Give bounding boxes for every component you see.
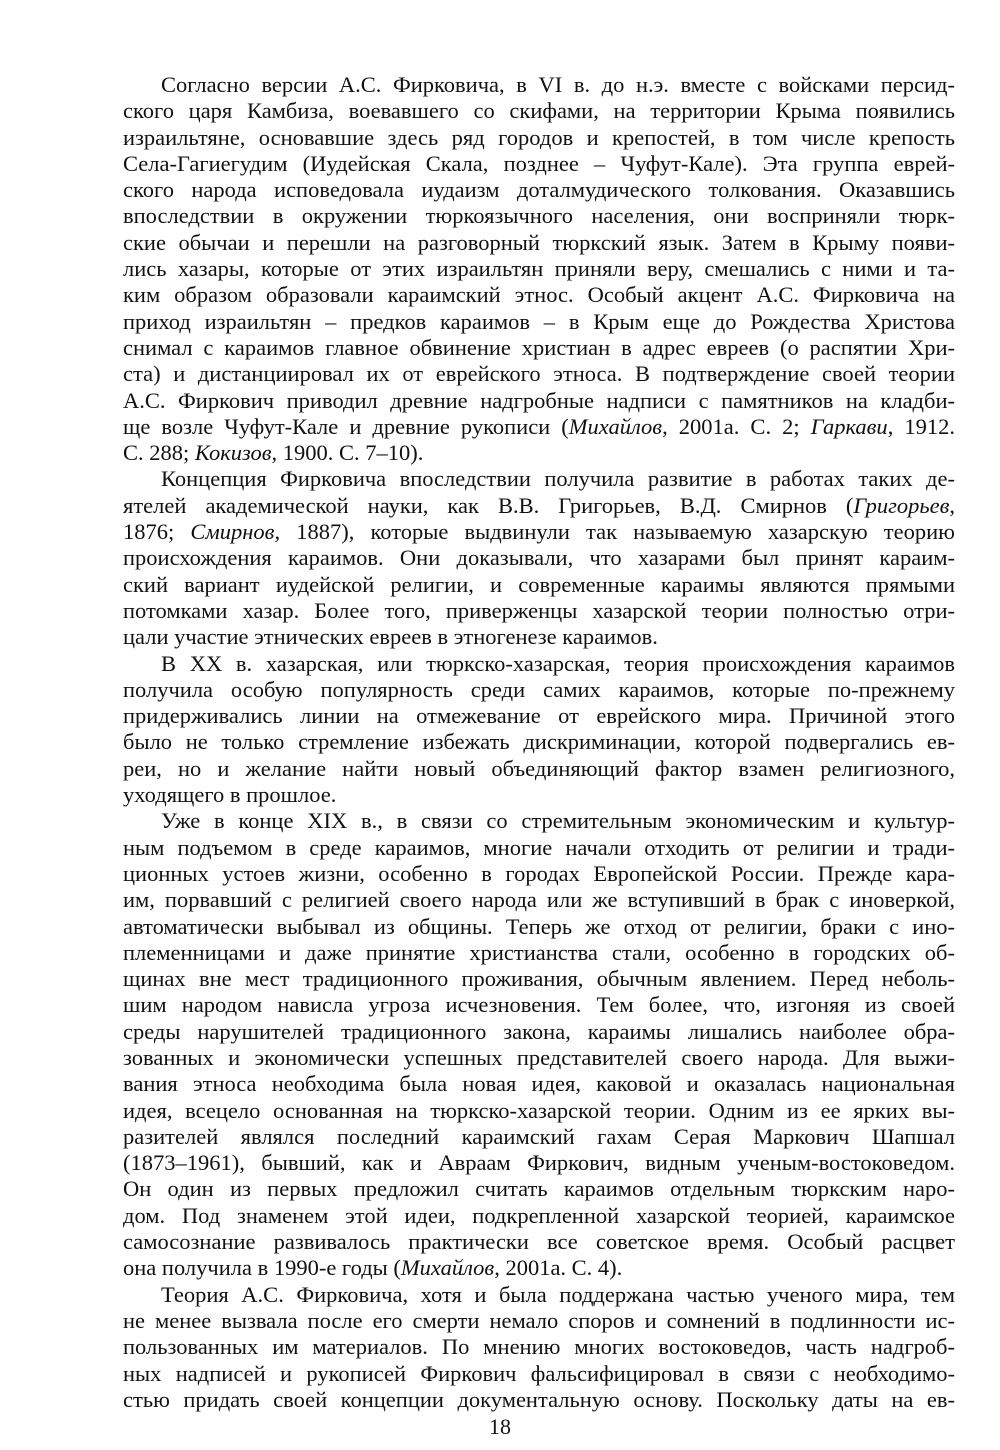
citation-author: Григорьев	[853, 492, 950, 518]
text-line: самосознание развивалось практически все советское время. Особый расцвет	[123, 1229, 955, 1255]
paragraph	[123, 808, 955, 1281]
citation-author: Михайлов	[568, 413, 663, 439]
text-line: получила особую популярность среди самих караимов, которые по-прежнему	[123, 676, 955, 702]
text-line: впоследствии в окружении тюркоязычного населения, они восприняли тюрк-	[123, 203, 955, 229]
text-line: племенницами и даже принятие христианства стали, особенно в городских об-	[123, 939, 955, 965]
text-line: щинах вне мест традиционного проживания, обычным явлением. Перед неболь-	[123, 966, 955, 992]
text-line: А.С. Фиркович приводил древние надгробные надписи с памятников на кладби-	[123, 387, 955, 413]
text-line: ские обычаи и перешли на разговорный тюркский язык. Затем в Крыму появи-	[123, 229, 955, 255]
text-line: ского царя Камбиза, воевавшего со скифами, на территории Крыма появились	[123, 98, 955, 124]
text-line: Села-Гагиегудим (Иудейская Скала, позднее – Чуфут-Кале). Эта группа еврей-	[123, 150, 955, 176]
text-line: потомками хазар. Более того, приверженцы хазарской теории полностью отри-	[123, 597, 955, 623]
text-line: было не только стремление избежать дискриминации, которой подвергались ев-	[123, 729, 955, 755]
text-line: Теория А.С. Фирковича, хотя и была поддержана частью ученого мира, тем	[161, 1281, 955, 1307]
page-number: 18	[489, 1414, 511, 1439]
document-body	[123, 72, 955, 1413]
text-line: шим народом нависла угроза исчезновения. Тем более, что, изгоняя из своей	[123, 992, 955, 1018]
text-line: ский вариант иудейской религии, и современные караимы являются прямыми	[123, 571, 955, 597]
text-line: среды нарушителей традиционного закона, караимы лишались наиболее обра-	[123, 1018, 955, 1044]
text-line: Концепция Фирковича впоследствии получила развитие в работах таких де-	[161, 466, 955, 492]
text-line: ятелей академической науки, как В.В. Григорьев, В.Д. Смирнов (Григорьев,	[123, 492, 955, 518]
text-line: ще возле Чуфут-Кале и древние рукописи (Михайлов, 2001а. С. 2; Гаркави, 1912.	[123, 413, 955, 439]
paragraph	[123, 466, 955, 650]
text-line: 1876; Смирнов, 1887), которые выдвинули так называемую хазарскую теорию	[123, 519, 955, 545]
citation-author: Гаркави	[810, 413, 888, 439]
text-line: снимал с караимов главное обвинение христиан в адрес евреев (о распятии Хри-	[123, 334, 955, 360]
text-line: ста) и дистанциировал их от еврейского этноса. В подтверждение своей теории	[123, 361, 955, 387]
text-line: ным подъемом в среде караимов, многие начали отходить от религии и тради-	[123, 834, 955, 860]
text-line: Он один из первых предложил считать караимов отдельным тюркским наро-	[123, 1176, 955, 1202]
text-line: не менее вызвала после его смерти немало споров и сомнений в подлинности ис-	[123, 1307, 955, 1333]
text-line: разителей являлся последний караимский гахам Серая Маркович Шапшал	[123, 1123, 955, 1149]
text-line: стью придать своей концепции документальную основу. Поскольку даты на ев-	[123, 1386, 955, 1412]
citation-author: Кокизов	[194, 440, 272, 466]
text-line: С. 288; Кокизов, 1900. С. 7–10).	[123, 440, 424, 466]
text-line: израильтяне, основавшие здесь ряд городов и крепостей, в том числе крепость	[123, 124, 955, 150]
text-line: придерживались линии на отмежевание от еврейского мира. Причиной этого	[123, 703, 955, 729]
text-line: В XX в. хазарская, или тюркско-хазарская, теория происхождения караимов	[161, 650, 955, 676]
text-line: Согласно версии А.С. Фирковича, в VI в. до н.э. вместе с войсками персид-	[161, 72, 955, 97]
text-line: идея, всецело основанная на тюркско-хазарской теории. Одним из ее ярких вы-	[123, 1097, 955, 1123]
text-line: реи, но и желание найти новый объединяющий фактор взамен религиозного,	[123, 755, 955, 781]
text-line: приход израильтян – предков караимов – в Крым еще до Рождества Христова	[123, 308, 955, 334]
text-line: зованных и экономически успешных представителей своего народа. Для выжи-	[123, 1044, 955, 1070]
text-line: им, порвавший с религией своего народа или же вступивший в брак с иноверкой,	[123, 887, 955, 913]
text-line: пользованных им материалов. По мнению многих востоковедов, часть надгроб-	[123, 1334, 955, 1360]
text-line: Уже в конце XIX в., в связи со стремительным экономическим и культур-	[161, 808, 955, 834]
citation-author: Смирнов	[190, 519, 275, 545]
text-line: цали участие этнических евреев в этногенезе караимов.	[123, 624, 658, 650]
text-line: автоматически выбывал из общины. Теперь же отход от религии, браки с ино-	[123, 913, 955, 939]
text-line: она получила в 1990-е годы (Михайлов, 2001а. С. 4).	[123, 1255, 623, 1281]
paragraph	[123, 1282, 955, 1413]
text-line: ционных устоев жизни, особенно в городах Европейской России. Прежде кара-	[123, 860, 955, 886]
paragraph	[123, 651, 955, 809]
text-line: ким образом образовали караимский этнос. Особый акцент А.С. Фирковича на	[123, 282, 955, 308]
citation-author: Михайлов	[400, 1255, 495, 1281]
text-line: вания этноса необходима была новая идея, каковой и оказалась национальная	[123, 1071, 955, 1097]
text-line: дом. Под знаменем этой идеи, подкрепленной хазарской теорией, караимское	[123, 1202, 955, 1228]
paragraph	[123, 72, 955, 466]
text-line: (1873–1961), бывший, как и Авраам Фиркович, видным ученым-востоковедом.	[123, 1150, 955, 1176]
text-line: ского народа исповедовала иудаизм доталмудического толкования. Оказавшись	[123, 177, 955, 203]
text-line: ных надписей и рукописей Фиркович фальсифицировал в связи с необходимо-	[123, 1360, 955, 1386]
text-line: уходящего в прошлое.	[123, 782, 337, 808]
text-line: происхождения караимов. Они доказывали, что хазарами был принят караим-	[123, 545, 955, 571]
text-line: лись хазары, которые от этих израильтян приняли веру, смешались с ними и та-	[123, 256, 955, 282]
